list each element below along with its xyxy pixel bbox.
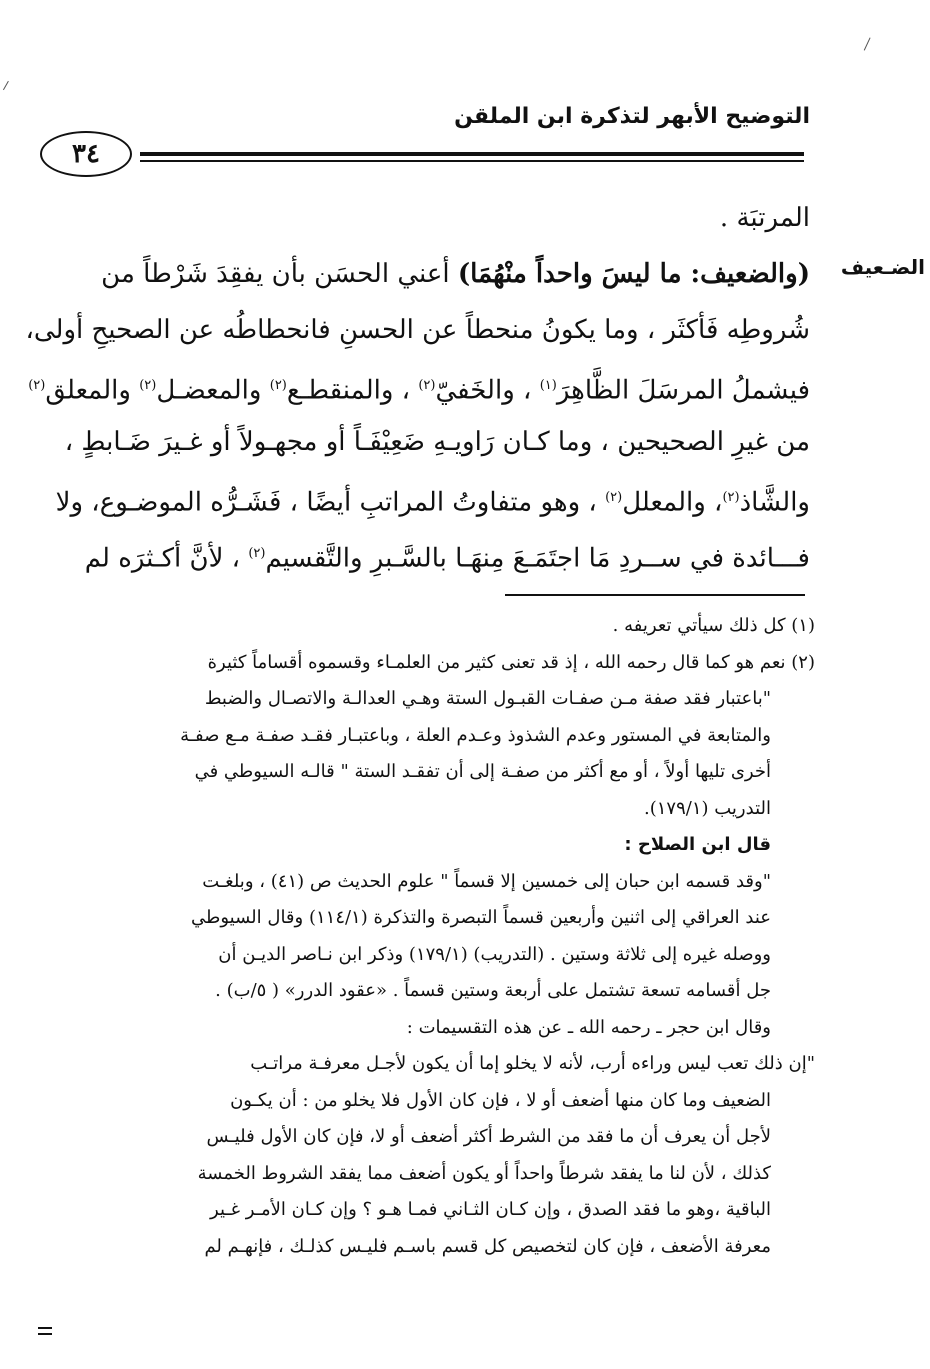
main-line: من غيرِ الصحيحين ، وما كـان رَاويـهِ ضَعِيْفَـاً أو مجهـولاً أو غـيرَ ضَـابطٍ ،	[64, 427, 810, 457]
text-run: ، والمنقطـع	[286, 375, 419, 406]
footnote-ref[interactable]: (٢)	[269, 378, 287, 393]
text-run: فيشملُ المرسَلَ الظَّاهِرَ	[556, 375, 810, 406]
main-line	[40, 470, 810, 526]
footnote-line: والمتابعة في المستور وعدم الشذوذ وعـدم العلة ، وباعتبـار فقـد صفـة مـع صفـة	[180, 724, 771, 746]
footnote-line: جل أقسامه تسعة تشتمل على أربعة وستين قسماً . «عقود الدرر» ( ٥/ب) .	[215, 980, 771, 1001]
text-run: والشَّاذ	[739, 487, 810, 518]
footnote-line: كذلك ، لأن لنا ما يفقد شرطاً واحداً أو يكون أضعف مما يفقد الشروط الخمسة	[197, 1162, 771, 1184]
footnote-line: التدريب (١٧٩/١).	[644, 797, 771, 819]
footnote-ref[interactable]: (١)	[539, 378, 557, 393]
footnote-ref[interactable]: (٢)	[248, 546, 266, 561]
margin-topic-label: الضـعيف	[840, 255, 925, 279]
scan-artifact	[3, 81, 14, 93]
footnote-line: عند العراقي إلى اثنين وأربعين قسماً التبصرة والتذكرة (١١٤/١) وقال السيوطي	[191, 907, 771, 928]
footnote-ref[interactable]: (٢)	[139, 378, 157, 393]
main-line	[28, 358, 810, 414]
footnote-ref[interactable]: (٢)	[418, 378, 436, 393]
footnote-2: (٢) نعم هو كما قال رحمه الله ، إذ قد تعنى كثير من العلمـاء وقسموه أقساماً كثيرة	[207, 651, 815, 673]
continuation-mark	[38, 1327, 52, 1335]
footnote-divider	[505, 594, 805, 596]
page-number: ٣٤	[72, 139, 100, 169]
text-run: ، والمعلل	[622, 487, 723, 518]
text-run: أعني الحسَن بأن يفقِدَ شَرْطاً من	[101, 259, 458, 289]
footnote-line: "وقد قسمه ابن حبان إلى خمسين إلا قسماً " علوم الحديث ص (٤١) ، وبلغـت	[202, 870, 771, 892]
main-line: المرتبَة .	[719, 203, 810, 233]
main-line	[40, 526, 810, 582]
footnote-ref[interactable]: (٢)	[605, 490, 623, 505]
header-rule-thin	[140, 160, 804, 162]
footnote-line: "إن ذلك تعب ليس وراءه أرب، لأنه لا يخلو إما أن يكون لأجـل معرفـة مراتـب	[250, 1053, 815, 1074]
main-line: شُروطِه فَأكثَر ، وما يكونُ منحطاً عن الحسنِ فانحطاطُه عن الصحيحِ أولى،	[25, 315, 810, 345]
footnotes	[40, 608, 815, 1265]
footnote-ref[interactable]: (٢)	[28, 378, 46, 393]
text-run: والمعضـل	[156, 375, 270, 406]
footnote-line: ووصله غيره إلى ثلاثة وستين . (التدريب) (١٧٩/١) وذكر ابن نـاصر الديـن أن	[218, 943, 771, 965]
footnote-ref[interactable]: (٢)	[722, 490, 740, 505]
definition-heading: (والضعيف: ما ليسَ واحداً منْهُمَا)	[457, 259, 810, 289]
footnote-line: الباقية ،وهو ما فقد الصدق ، وإن كـان الثـاني فمـا هـو ؟ وإن كـان الأمـر غـير	[210, 1199, 771, 1220]
page-number-oval	[40, 131, 132, 177]
main-line	[40, 246, 810, 302]
footnote-subheading: قال ابن الصلاح :	[624, 834, 771, 855]
text-run: والمعلق	[45, 375, 140, 406]
footnote-1: (١) كل ذلك سيأتي تعريفه .	[612, 615, 815, 636]
text-run: ، وهو متفاوتُ المراتبِ أيضًا ، فَشَـرُّه الموضـوع، ولا	[55, 487, 606, 518]
footnote-line: الضعيف وما كان منها أضعف أو لا ، فإن كان الأول فلا يخلو من : أن يكـون	[230, 1089, 771, 1111]
scan-artifact	[864, 37, 884, 56]
header-rule-thick	[140, 152, 804, 156]
text-run: فـــائدة في ســردِ مَا اجتَمَـعَ مِنهَـا بالسَّـبرِ والتَّقسيم	[265, 543, 810, 574]
footnote-line: لأجل أن يعرف أن ما فقد من الشرط أكثر أضعف أو لا، فإن كان الأول فليـس	[206, 1126, 771, 1147]
running-title: التوضيح الأبهر لتذكرة ابن الملقن	[454, 104, 810, 129]
main-text	[25, 190, 810, 582]
footnote-line: معرفة الأضعف ، فإن كان لتخصيص كل قسم باسـم فليـس كذلـك ، فإنهـم لم	[204, 1235, 771, 1257]
footnote-line: أخرى تليها أولاً ، أو مع أكثر من صفـة إلى أن تفقـد الستة " قالـه السيوطي في	[194, 761, 771, 782]
footnote-line: وقال ابن حجر ـ رحمه الله ـ عن هذه التقسيمات :	[406, 1016, 771, 1038]
text-run: ، والخَفيّ	[435, 375, 540, 406]
footnote-line: "باعتبار فقد صفة مـن صفـات القبـول الستة وهـي العدالـة والاتصـال والضبط	[204, 688, 771, 709]
text-run: ، لأنَّ أكـثرَه لم	[84, 543, 249, 574]
